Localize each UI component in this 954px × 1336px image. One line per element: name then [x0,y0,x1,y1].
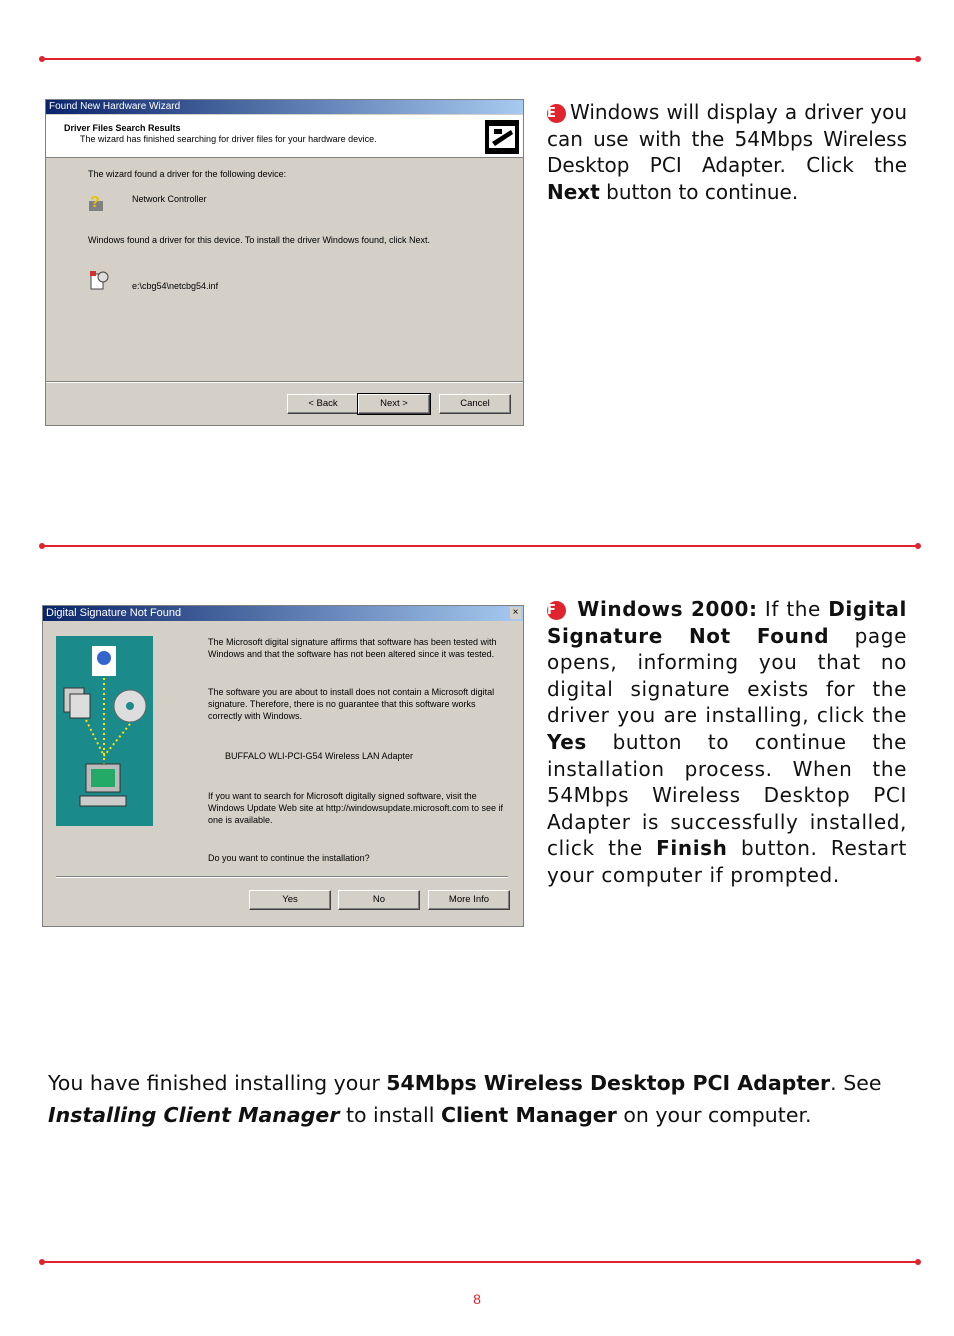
hardware-wizard-screenshot [45,99,524,426]
wizard-hardware-icon [485,120,519,154]
completion-paragraph: You have finished installing your 54Mbps Wireless Desktop PCI Adapter. See Installing Client Manager to install Client Manager on your computer. [48,1071,882,1127]
signature-p3: If you want to search for Microsoft digitally signed software, visit the Windows Update Web site at http://windowsupdate.microsoft.com to see if one is available. [208,791,503,825]
close-icon[interactable]: × [510,607,521,619]
yes-button[interactable]: Yes [249,890,331,910]
inf-file-icon [88,270,110,292]
product-name-emphasis: 54Mbps Wireless Desktop PCI Adapter [386,1071,831,1095]
question-device-icon [87,191,107,213]
signature-illustration [56,636,153,826]
digital-signature-screenshot [42,605,524,927]
signature-p1: The Microsoft digital signature affirms that software has been tested with Windows and that the software has not been altered since it was tested. [208,637,497,659]
svg-text:?: ? [90,194,100,211]
step-e-badge: E [547,104,566,123]
cancel-button[interactable]: Cancel [439,394,511,414]
signature-p2: The software you are about to install does not contain a Microsoft digital signature. Therefore, there is no guarantee that this software works correctly with Windows. [208,687,495,721]
wizard-header-title: Driver Files Search Results [64,123,181,133]
signature-device: BUFFALO WLI-PCI-G54 Wireless LAN Adapter [225,751,414,761]
step-f-paragraph: F Windows 2000: If the Digital Signature Not Found page opens, informing you that no digital signature exists for the driver you are installing, click the Yes button to continue the installation process. When the 54Mbps Wireless Desktop PCI Adapter is successfully installed, click the Finish button. Restart your computer if prompted. [547,597,907,887]
back-button[interactable]: < Back [287,394,359,414]
wizard-install-line: Windows found a driver for this device. To install the driver Windows found, click Next. [88,235,430,245]
wizard-device-name: Network Controller [132,194,207,204]
next-button[interactable]: Next > [358,394,430,414]
wizard-titlebar: Found New Hardware Wizard [46,100,523,114]
finish-emphasis: Finish [656,836,728,861]
client-manager-section-link: Installing Client Manager [48,1103,340,1127]
client-manager-emphasis: Client Manager [440,1103,617,1127]
page-number: 8 [473,1291,481,1307]
middle-divider [42,545,918,547]
wizard-inf-path: e:\cbg54\netcbg54.inf [132,281,219,291]
bottom-divider [42,1261,918,1263]
no-button[interactable]: No [338,890,420,910]
signature-separator [56,876,508,878]
step-f-badge: F [547,601,566,620]
signature-question: Do you want to continue the installation? [208,853,370,863]
step-e-paragraph: E Windows will display a driver you can use with the 54Mbps Wireless Desktop PCI Adapter. Click the Next button to continue. [547,100,907,204]
next-emphasis: Next [547,179,600,204]
signature-titlebar: Digital Signature Not Found × [43,606,523,621]
wizard-header [46,115,523,158]
yes-emphasis: Yes [547,729,587,754]
top-divider [42,58,918,60]
digital-signature-emphasis: Digital Signature Not Found [547,597,907,648]
more-info-button[interactable]: More Info [428,890,510,910]
wizard-found-line: The wizard found a driver for the following device: [88,169,287,179]
wizard-header-subtitle: The wizard has finished searching for driver files for your hardware device. [80,134,377,144]
wizard-button-separator [46,381,523,383]
